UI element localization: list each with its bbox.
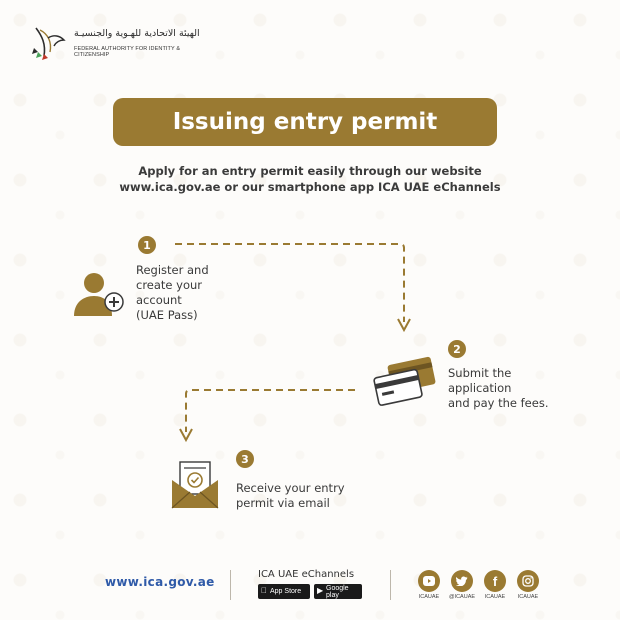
instagram-icon[interactable]: [517, 570, 539, 592]
twitter-handle: @ICAUAE: [448, 594, 476, 600]
subtitle-line-1: Apply for an entry permit easily through our website: [138, 164, 482, 178]
page-title: Issuing entry permit: [172, 109, 438, 135]
email-envelope-icon: [168, 458, 222, 512]
google-play-label: Google play: [326, 584, 349, 599]
step-1-text: Register and create your account (UAE Pass): [136, 263, 209, 322]
logo-english-text: FEDERAL AUTHORITY FOR IDENTITY & CITIZENSHIP: [74, 46, 181, 58]
youtube-icon[interactable]: [418, 570, 440, 592]
footer-divider-1: [230, 570, 231, 600]
credit-cards-icon: [370, 355, 440, 407]
subtitle-line-2: www.ica.gov.ae or our smartphone app ICA UAE eChannels: [119, 180, 501, 194]
footer-divider-2: [390, 570, 391, 600]
add-user-icon: [72, 270, 126, 320]
apple-icon: [261, 586, 267, 595]
facebook-handle: ICAUAE: [484, 594, 506, 600]
youtube-handle: ICAUAE: [418, 594, 440, 600]
google-play-icon: ▶: [317, 586, 324, 595]
step-1-badge: 1: [138, 236, 156, 254]
app-name-label: ICA UAE eChannels: [258, 569, 355, 580]
step-2-badge: 2: [448, 340, 466, 358]
google-play-badge[interactable]: [314, 584, 362, 599]
logo-arabic-text: الهيئة الاتحادية للهـوية والجنسيـة: [74, 28, 200, 39]
twitter-icon[interactable]: [451, 570, 473, 592]
app-store-badge[interactable]: [258, 584, 310, 599]
step-3-text: Receive your entry permit via email: [236, 481, 345, 510]
app-store-label: App Store: [270, 588, 302, 595]
instagram-handle: ICAUAE: [517, 594, 539, 600]
facebook-icon[interactable]: f: [484, 570, 506, 592]
step-3-badge: 3: [236, 450, 254, 468]
step-2-text: Submit the application and pay the fees.: [448, 366, 549, 410]
website-link[interactable]: www.ica.gov.ae: [105, 575, 215, 589]
